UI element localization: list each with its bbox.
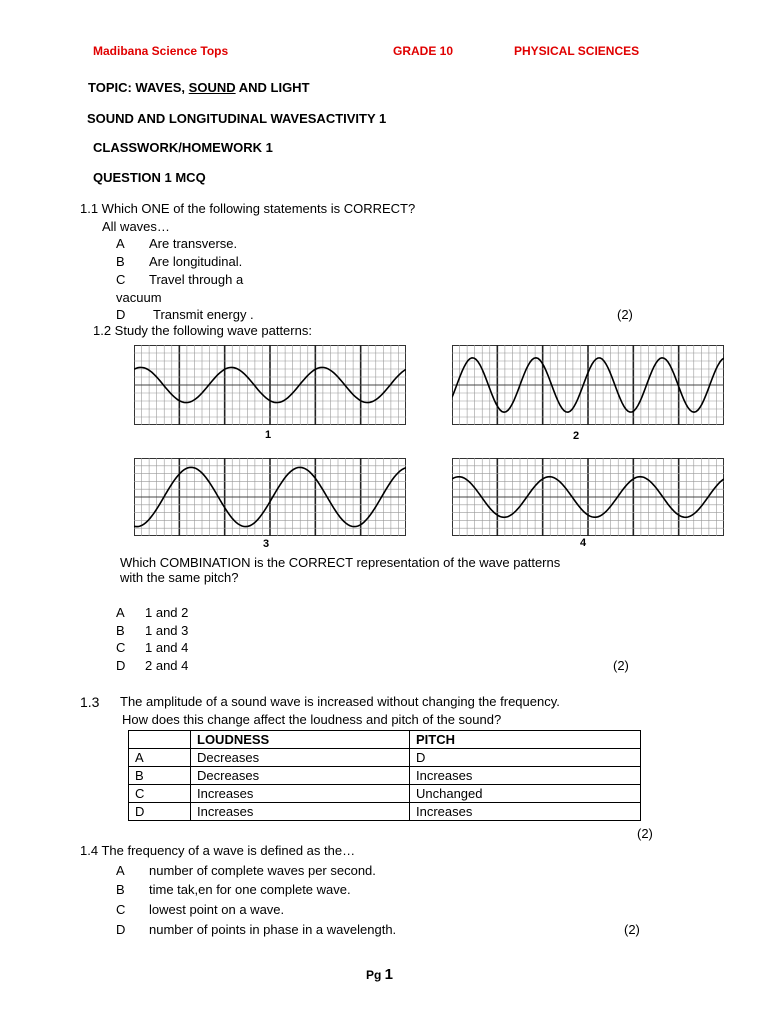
table-row <box>129 803 641 821</box>
table-cell: Increases <box>410 803 641 821</box>
wave-grid-2 <box>452 345 724 425</box>
q1-3-stem2: How does this change affect the loudness and pitch of the sound? <box>122 712 502 727</box>
q1-4-option-c: lowest point on a wave. <box>149 902 285 917</box>
q1-2-option-b: 1 and 3 <box>145 623 189 638</box>
q1-2-question-line2: with the same pitch? <box>120 570 239 585</box>
q1-2-question-line1: Which COMBINATION is the CORRECT representation of the wave patterns <box>120 555 561 570</box>
table-row <box>129 785 641 803</box>
table-header-row <box>129 731 641 749</box>
wave-label-3: 3 <box>263 538 270 550</box>
school-name: Madibana Science Tops <box>93 44 229 58</box>
q1-1-letter-a: A <box>116 236 125 251</box>
q1-4-marks: (2) <box>624 922 640 937</box>
wave-pattern-3 <box>134 458 406 536</box>
q1-3-stem: The amplitude of a sound wave is increased without changing the frequency. <box>120 694 560 709</box>
q1-4-option-b: time tak,en for one complete wave. <box>149 882 351 897</box>
q1-1-marks: (2) <box>617 307 633 322</box>
table-header-cell <box>129 731 191 749</box>
topic-title: TOPIC: WAVES, SOUND AND LIGHT <box>88 80 310 95</box>
q1-3-answer-table <box>128 730 641 821</box>
q1-4-option-d: number of points in phase in a wavelength. <box>149 922 397 937</box>
table-cell: Decreases <box>191 767 410 785</box>
q1-1-letter-b: B <box>116 254 125 269</box>
q1-1-option-d: Transmit energy . <box>153 307 254 322</box>
wave-label-1: 1 <box>265 429 272 441</box>
table-cell: A <box>129 749 191 767</box>
wave-grid-1 <box>134 345 406 425</box>
table-header-loudness: LOUDNESS <box>191 731 410 749</box>
table-header-pitch: PITCH <box>410 731 641 749</box>
table-cell: D <box>410 749 641 767</box>
wave-pattern-1 <box>134 345 406 425</box>
q1-4-letter-b: B <box>116 882 125 897</box>
wave-grid-3 <box>134 458 406 536</box>
table-cell: D <box>129 803 191 821</box>
page-number: Pg 1 <box>366 966 394 983</box>
table-cell: B <box>129 767 191 785</box>
table-cell: Increases <box>191 803 410 821</box>
grade-label: GRADE 10 <box>393 44 454 58</box>
table-cell: Unchanged <box>410 785 641 803</box>
q1-4-option-a: number of complete waves per second. <box>149 863 376 878</box>
q1-2-letter-c: C <box>116 640 126 655</box>
q1-1-option-a: Are transverse. <box>149 236 238 251</box>
q1-4-letter-a: A <box>116 863 125 878</box>
q1-1-stem2: All waves… <box>102 219 170 234</box>
section-title: SOUND AND LONGITUDINAL WAVESACTIVITY 1 <box>87 111 387 126</box>
wave-label-4: 4 <box>580 537 587 549</box>
wave-pattern-4 <box>452 458 724 536</box>
q1-2-letter-d: D <box>116 658 126 673</box>
q1-4-letter-d: D <box>116 922 126 937</box>
subject-label: PHYSICAL SCIENCES <box>514 44 640 58</box>
q1-4-letter-c: C <box>116 902 126 917</box>
table-cell: C <box>129 785 191 803</box>
q1-2-stem: 1.2 Study the following wave patterns: <box>93 323 312 338</box>
q1-2-letter-a: A <box>116 605 125 620</box>
q1-2-marks: (2) <box>613 658 629 673</box>
question-title: QUESTION 1 MCQ <box>93 170 206 185</box>
q1-2-option-a: 1 and 2 <box>145 605 189 620</box>
wave-label-2: 2 <box>573 430 580 442</box>
q1-1-option-b: Are longitudinal. <box>149 254 243 269</box>
activity-title: CLASSWORK/HOMEWORK 1 <box>93 140 273 155</box>
wave-pattern-2 <box>452 345 724 425</box>
q1-2-option-d: 2 and 4 <box>145 658 189 673</box>
q1-1-stem: 1.1 Which ONE of the following statements is CORRECT? <box>80 201 416 216</box>
wave-grid-4 <box>452 458 724 536</box>
q1-2-letter-b: B <box>116 623 125 638</box>
table-cell: Increases <box>410 767 641 785</box>
q1-2-option-c: 1 and 4 <box>145 640 189 655</box>
q1-4-stem: 1.4 The frequency of a wave is defined as the… <box>80 843 356 858</box>
q1-3-marks: (2) <box>637 826 653 841</box>
q1-1-letter-c: C <box>116 272 126 287</box>
table-cell: Decreases <box>191 749 410 767</box>
q1-1-option-c-cont: vacuum <box>116 290 162 305</box>
table-cell: Increases <box>191 785 410 803</box>
q1-1-letter-d: D <box>116 307 126 322</box>
table-row <box>129 749 641 767</box>
table-row <box>129 767 641 785</box>
q1-1-option-c: Travel through a <box>149 272 244 287</box>
q1-3-number: 1.3 <box>80 694 100 710</box>
